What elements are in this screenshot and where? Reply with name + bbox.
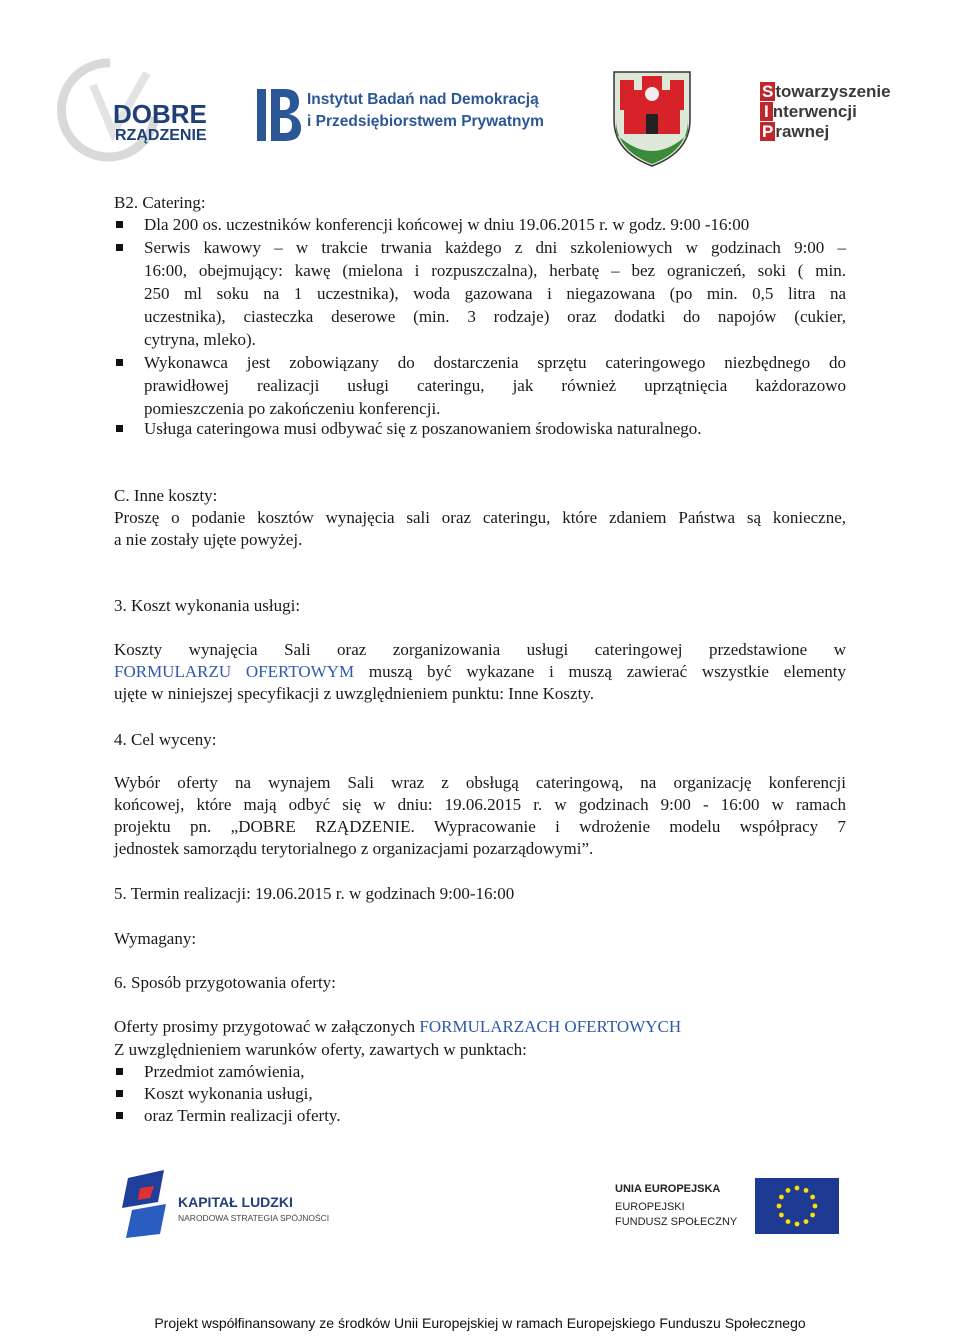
catering-item-3-line3: pomieszczenia po zakończeniu konferencji. xyxy=(144,399,441,418)
sip-line2: I nterwencji xyxy=(760,102,857,122)
ib-line1: Instytut Badań nad Demokracją xyxy=(307,91,539,108)
cel-line2: końcowej, które mają odbyć się w dniu: 19.06.2015 r. w godzinach 9:00 - 16:00 w ramach xyxy=(114,795,846,814)
cel-line3: projektu pn. „DOBRE RZĄDZENIE. Wypracowanie i wdrożenie modelu współpracy 7 xyxy=(114,817,846,836)
ib-line2: i Przedsiębiorstwem Prywatnym xyxy=(307,113,544,130)
koszt-line3: ujęte w niniejszej specyfikacji z uwzględnieniem punktu: Inne Koszty. xyxy=(114,684,594,703)
sposob-item-1: Przedmiot zamówienia, xyxy=(144,1062,305,1081)
logo-coat-of-arms xyxy=(612,68,692,168)
cel-line1: Wybór oferty na wynajem Sali wraz z obsługą cateringową, na organizację konferencji xyxy=(114,773,846,792)
sip-line3: P rawnej xyxy=(762,122,830,141)
dobre-line1: DOBRE xyxy=(113,99,207,129)
ue-line2: EUROPEJSKI xyxy=(615,1201,685,1213)
inne-line1: Proszę o podanie kosztów wynajęcia sali oraz cateringu, które zdaniem Państwa są konieczne, xyxy=(114,508,846,527)
sposob-item-3: oraz Termin realizacji oferty. xyxy=(144,1106,341,1125)
sposob-item-2: Koszt wykonania usługi, xyxy=(144,1084,313,1103)
catering-item-4: Usługa cateringowa musi odbywać się z poszanowaniem środowiska naturalnego. xyxy=(144,419,702,438)
catering-item-2-line3: 250 ml soku na 1 uczestnika), woda gazowana i niegazowana (po min. 0,5 litra na xyxy=(144,284,846,303)
logo-kapital-ludzki xyxy=(118,1168,358,1238)
cel-line4: jednostek samorządu terytorialnego z organizacjami pozarządowymi”. xyxy=(114,839,594,858)
koszt-line1: Koszty wynajęcia Sali oraz zorganizowania usługi cateringowej przedstawione w xyxy=(114,640,846,659)
footer-text: Projekt współfinansowany ze środków Unii Europejskiej w ramach Europejskiego Funduszu Społecznego xyxy=(154,1315,806,1331)
ue-line1: UNIA EUROPEJSKA xyxy=(615,1183,721,1195)
formularze-ofertowe-link[interactable]: FORMULARZACH OFERTOWYCH xyxy=(419,1017,682,1036)
logo-sip xyxy=(760,82,940,152)
ue-line3: FUNDUSZ SPOŁECZNY xyxy=(615,1216,738,1228)
catering-item-2-line1: Serwis kawowy – w trakcie trwania każdego z dni szkoleniowych w godzinach 9:00 – xyxy=(144,238,846,257)
bullet-icon xyxy=(116,244,123,251)
coat-of-arms-icon xyxy=(612,68,692,168)
bullet-icon xyxy=(116,425,123,432)
inne-line2: a nie zostały ujęte powyżej. xyxy=(114,530,303,549)
inne-heading: C. Inne koszty: xyxy=(114,486,218,505)
sip-line1: S towarzyszenie xyxy=(762,82,891,101)
catering-item-1: Dla 200 os. uczestników konferencji końcowej w dniu 19.06.2015 r. w godz. 9:00 -16:00 xyxy=(144,215,750,234)
ib-emblem-icon xyxy=(255,85,303,145)
logo-dobre-rzadzenie xyxy=(55,55,225,165)
bullet-icon xyxy=(116,1090,123,1097)
dobre-line2: RZĄDZENIE xyxy=(115,127,207,144)
formularz-ofertowy-link[interactable]: FORMULARZU OFERTOWYM xyxy=(114,662,355,681)
sposob-line2: Z uwzględnieniem warunków oferty, zawartych w punktach: xyxy=(114,1040,527,1059)
koszt-heading: 3. Koszt wykonania usługi: xyxy=(114,596,301,615)
catering-item-3-line2: prawidłowej realizacji usługi cateringu, jak również uprzątnięcia każdorazowo xyxy=(144,376,846,395)
catering-heading: B2. Catering: xyxy=(114,193,206,212)
kapital-ludzki-icon xyxy=(118,1168,172,1238)
logo-ibdipp xyxy=(255,85,555,145)
bullet-icon xyxy=(116,221,123,228)
kl-subtitle: NARODOWA STRATEGIA SPÓJNOŚCI xyxy=(178,1213,330,1223)
catering-item-2-line2: 16:00, obejmujący: kawę (mielona i rozpuszczalna), herbatę – bez ograniczeń, soki ( min. xyxy=(144,261,846,280)
bullet-icon xyxy=(116,1112,123,1119)
eu-flag-icon xyxy=(755,1178,839,1234)
bullet-icon xyxy=(116,359,123,366)
wymagany-label: Wymagany: xyxy=(114,929,197,948)
koszt-line2: FORMULARZU OFERTOWYM muszą być wykazane i muszą zawierać wszystkie elementy xyxy=(114,662,846,681)
logo-ue-efs xyxy=(615,1178,845,1238)
catering-item-3-line1: Wykonawca jest zobowiązany do dostarczenia sprzętu cateringowego niezbędnego do xyxy=(144,353,846,372)
termin-realizacji: 5. Termin realizacji: 19.06.2015 r. w godzinach 9:00-16:00 xyxy=(114,884,515,903)
catering-item-2-line5: cytryna, mleko). xyxy=(144,330,256,349)
catering-item-2-line4: uczestnika), ciasteczka deserowe (min. 3 rodzaje) oraz dodatki do napojów (cukier, xyxy=(144,307,846,326)
kl-title: KAPITAŁ LUDZKI xyxy=(178,1194,293,1210)
bullet-icon xyxy=(116,1068,123,1075)
sposob-heading: 6. Sposób przygotowania oferty: xyxy=(114,973,336,992)
sposob-line1: Oferty prosimy przygotować w załączonych FORMULARZACH OFERTOWYCH xyxy=(114,1017,682,1036)
cel-heading: 4. Cel wyceny: xyxy=(114,730,217,749)
